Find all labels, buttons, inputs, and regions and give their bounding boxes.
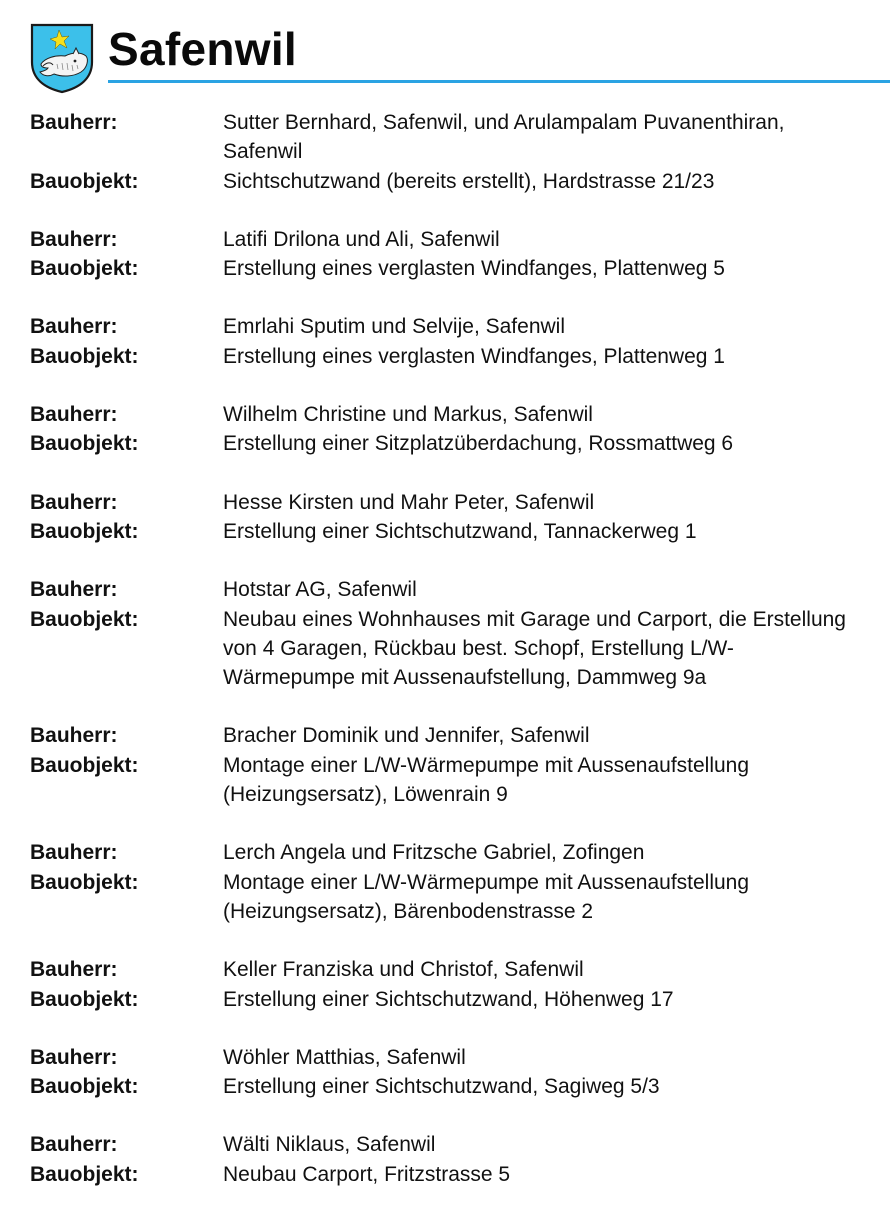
list-item — [0, 225, 895, 284]
title-underline — [108, 80, 890, 83]
object-value: Sichtschutzwand (bereits erstellt), Hardstrasse 21/23 — [223, 169, 715, 193]
object-label: Bauobjekt: — [30, 607, 139, 631]
list-item — [0, 838, 895, 926]
owner-value: Wilhelm Christine und Markus, Safenwil — [223, 403, 593, 427]
object-label: Bauobjekt: — [30, 987, 139, 1011]
object-label: Bauobjekt: — [30, 519, 139, 543]
owner-label: Bauherr: — [30, 841, 118, 865]
object-value: Erstellung eines verglasten Windfanges, Plattenweg 5 — [223, 257, 725, 281]
object-value: Neubau Carport, Fritzstrasse 5 — [223, 1162, 511, 1186]
object-value: Montage einer L/W-Wärmepumpe mit Aussenaufstellung (Heizungsersatz), Löwenrain 9 — [223, 753, 750, 807]
owner-label: Bauherr: — [30, 1045, 118, 1069]
object-label: Bauobjekt: — [30, 432, 139, 456]
list-item — [0, 955, 895, 1014]
owner-value: Hotstar AG, Safenwil — [223, 578, 417, 602]
object-label: Bauobjekt: — [30, 257, 139, 281]
object-label: Bauobjekt: — [30, 870, 139, 894]
list-item — [0, 488, 895, 547]
object-value: Erstellung einer Sichtschutzwand, Tannackerweg 1 — [223, 519, 697, 543]
owner-value: Wöhler Matthias, Safenwil — [223, 1045, 466, 1069]
page-title: Safenwil — [108, 23, 298, 75]
object-value: Montage einer L/W-Wärmepumpe mit Aussenaufstellung (Heizungsersatz), Bärenbodenstrasse 2 — [223, 870, 750, 923]
header — [0, 0, 895, 100]
owner-label: Bauherr: — [30, 958, 118, 982]
object-value: Neubau eines Wohnhauses mit Garage und Carport, die Erstellung von 4 Garagen, Rückbau best. Schopf, Erstellung L/W-Wärmepumpe mit Aussenaufstellung, Dammweg 9a — [223, 607, 846, 690]
owner-value: Wälti Niklaus, Safenwil — [223, 1133, 436, 1157]
owner-label: Bauherr: — [30, 490, 118, 514]
list-item — [0, 575, 895, 692]
owner-value: Sutter Bernhard, Safenwil, und Arulampalam Puvanenthiran, Safenwil — [223, 111, 785, 164]
coat-of-arms-icon — [29, 22, 95, 94]
owner-label: Bauherr: — [30, 111, 118, 134]
owner-label: Bauherr: — [30, 227, 118, 251]
list-item — [0, 1043, 895, 1102]
object-value: Erstellung eines verglasten Windfanges, Plattenweg 1 — [223, 344, 725, 368]
list-item — [0, 721, 895, 809]
owner-label: Bauherr: — [30, 1133, 118, 1157]
owner-value: Hesse Kirsten und Mahr Peter, Safenwil — [223, 490, 595, 514]
owner-label: Bauherr: — [30, 315, 118, 339]
owner-value: Keller Franziska und Christof, Safenwil — [223, 958, 584, 982]
list-item — [0, 1130, 895, 1189]
object-label: Bauobjekt: — [30, 1162, 139, 1186]
owner-value: Emrlahi Sputim und Selvije, Safenwil — [223, 315, 565, 339]
list-item — [0, 312, 895, 371]
list-item — [0, 400, 895, 459]
owner-value: Bracher Dominik und Jennifer, Safenwil — [223, 724, 590, 748]
owner-label: Bauherr: — [30, 403, 118, 427]
object-value: Erstellung einer Sichtschutzwand, Sagiweg 5/3 — [223, 1075, 660, 1099]
object-label: Bauobjekt: — [30, 169, 139, 193]
object-label: Bauobjekt: — [30, 344, 139, 368]
list-item — [0, 108, 895, 196]
owner-label: Bauherr: — [30, 578, 118, 602]
object-label: Bauobjekt: — [30, 1075, 139, 1099]
building-permit-list — [0, 108, 895, 1218]
object-value: Erstellung einer Sitzplatzüberdachung, Rossmattweg 6 — [223, 432, 734, 456]
owner-value: Lerch Angela und Fritzsche Gabriel, Zofingen — [223, 841, 645, 865]
owner-value: Latifi Drilona und Ali, Safenwil — [223, 227, 500, 251]
object-label: Bauobjekt: — [30, 753, 139, 777]
owner-label: Bauherr: — [30, 724, 118, 748]
object-value: Erstellung einer Sichtschutzwand, Höhenweg 17 — [223, 987, 674, 1011]
